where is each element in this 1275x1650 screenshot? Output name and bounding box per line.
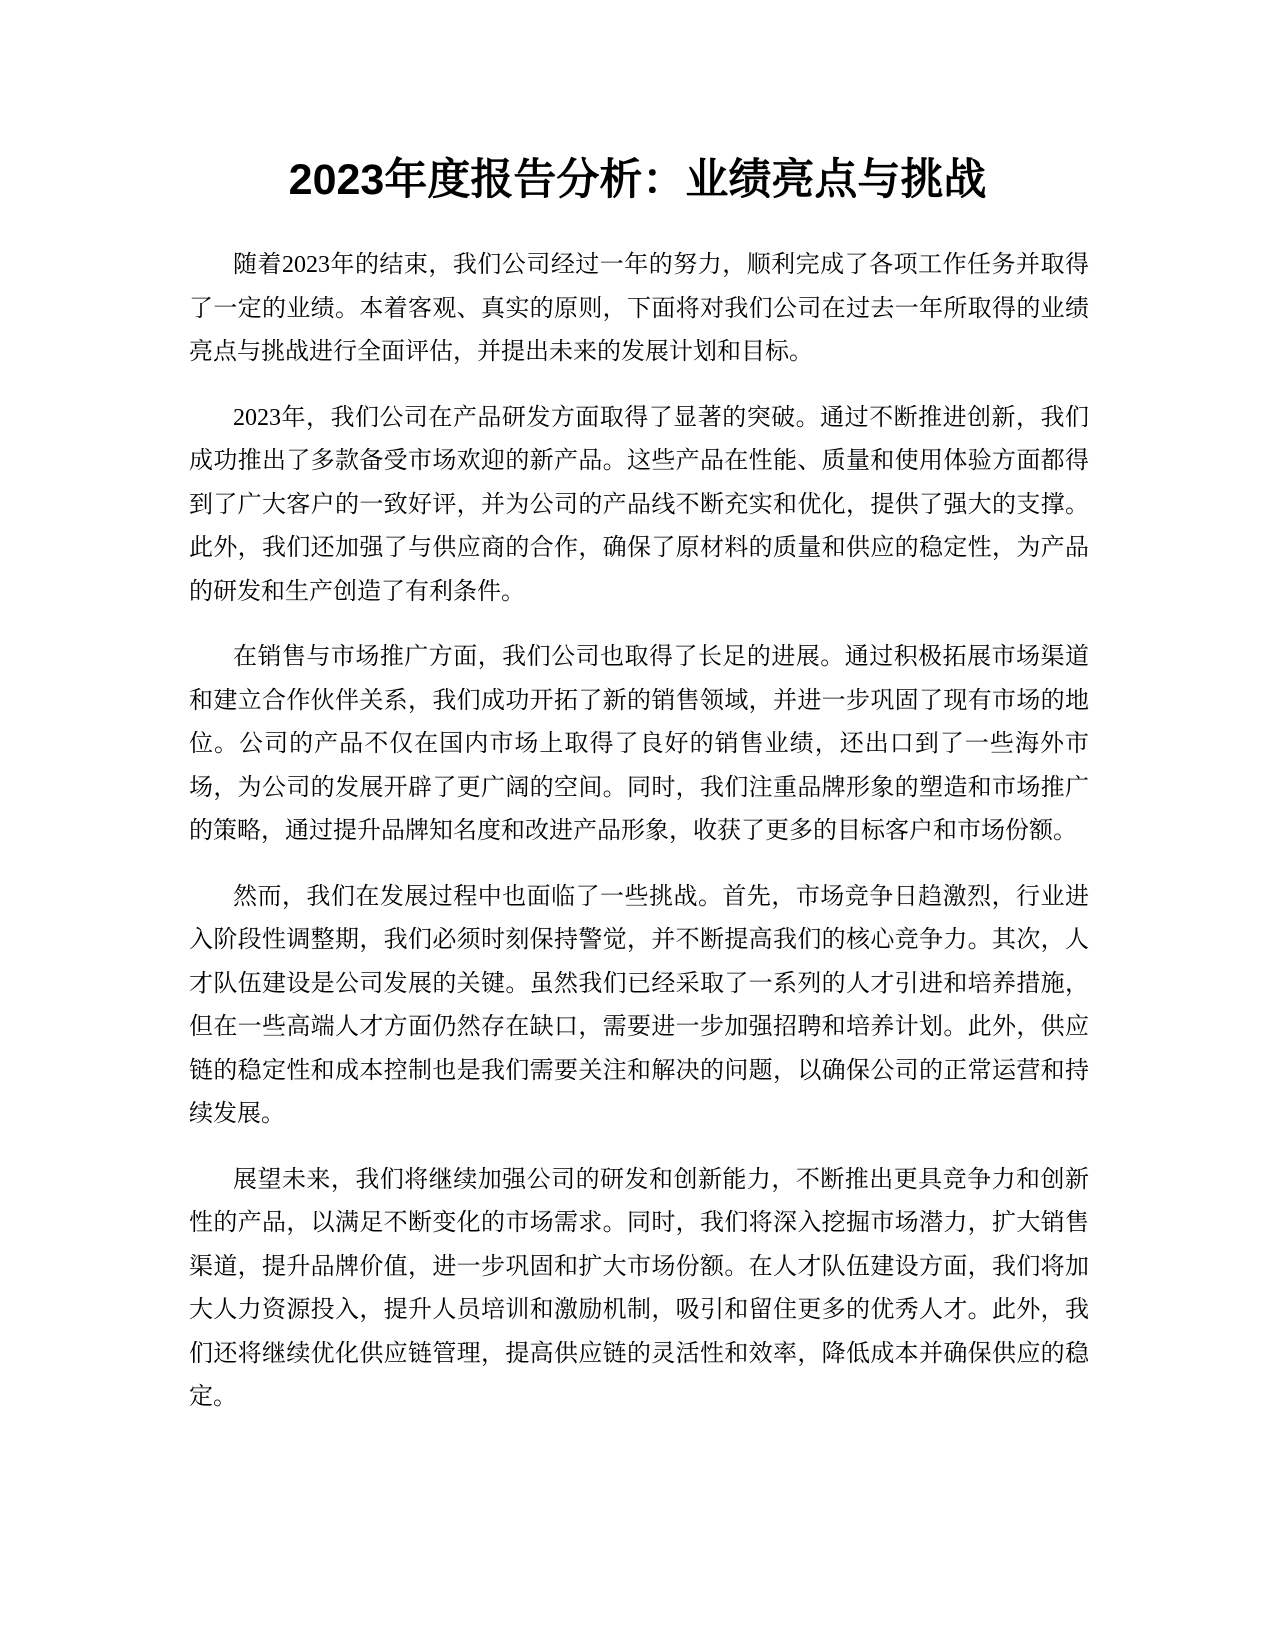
document-body — [189, 244, 1089, 1442]
paragraph-intro: 随着2023年的结束，我们公司经过一年的努力，顺利完成了各项工作任务并取得了一定的业绩。本着客观、真实的原则，下面将对我们公司在过去一年所取得的业绩亮点与挑战进行全面评估，并提出未来的发展计划和目标。 — [189, 252, 1089, 365]
paragraph-sales-marketing: 在销售与市场推广方面，我们公司也取得了长足的进展。通过积极拓展市场渠道和建立合作伙伴关系，我们成功开拓了新的销售领域，并进一步巩固了现有市场的地位。公司的产品不仅在国内市场上取得了良好的销售业绩，还出口到了一些海外市场，为公司的发展开辟了更广阔的空间。同时，我们注重品牌形象的塑造和市场推广的策略，通过提升品牌知名度和改进产品形象，收获了更多的目标客户和市场份额。 — [189, 644, 1089, 844]
paragraph-product-rd: 2023年，我们公司在产品研发方面取得了显著的突破。通过不断推进创新，我们成功推出了多款备受市场欢迎的新产品。这些产品在性能、质量和使用体验方面都得到了广大客户的一致好评，并为公司的产品线不断充实和优化，提供了强大的支撑。此外，我们还加强了与供应商的合作，确保了原材料的质量和供应的稳定性，为产品的研发和生产创造了有利条件。 — [189, 404, 1089, 605]
paragraph-challenges: 然而，我们在发展过程中也面临了一些挑战。首先，市场竞争日趋激烈，行业进入阶段性调整期，我们必须时刻保持警觉，并不断提高我们的核心竞争力。其次，人才队伍建设是公司发展的关键。虽然我们已经采取了一系列的人才引进和培养措施，但在一些高端人才方面仍然存在缺口，需要进一步加强招聘和培养计划。此外，供应链的稳定性和成本控制也是我们需要关注和解决的问题，以确保公司的正常运营和持续发展。 — [189, 883, 1089, 1127]
paragraph-outlook: 展望未来，我们将继续加强公司的研发和创新能力，不断推出更具竞争力和创新性的产品，以满足不断变化的市场需求。同时，我们将深入挖掘市场潜力，扩大销售渠道，提升品牌价值，进一步巩固和扩大市场份额。在人才队伍建设方面，我们将加大人力资源投入，提升人员培训和激励机制，吸引和留住更多的优秀人才。此外，我们还将继续优化供应链管理，提高供应链的灵活性和效率，降低成本并确保供应的稳定。 — [189, 1166, 1089, 1410]
document-title: 2023年度报告分析：业绩亮点与挑战 — [288, 156, 987, 204]
